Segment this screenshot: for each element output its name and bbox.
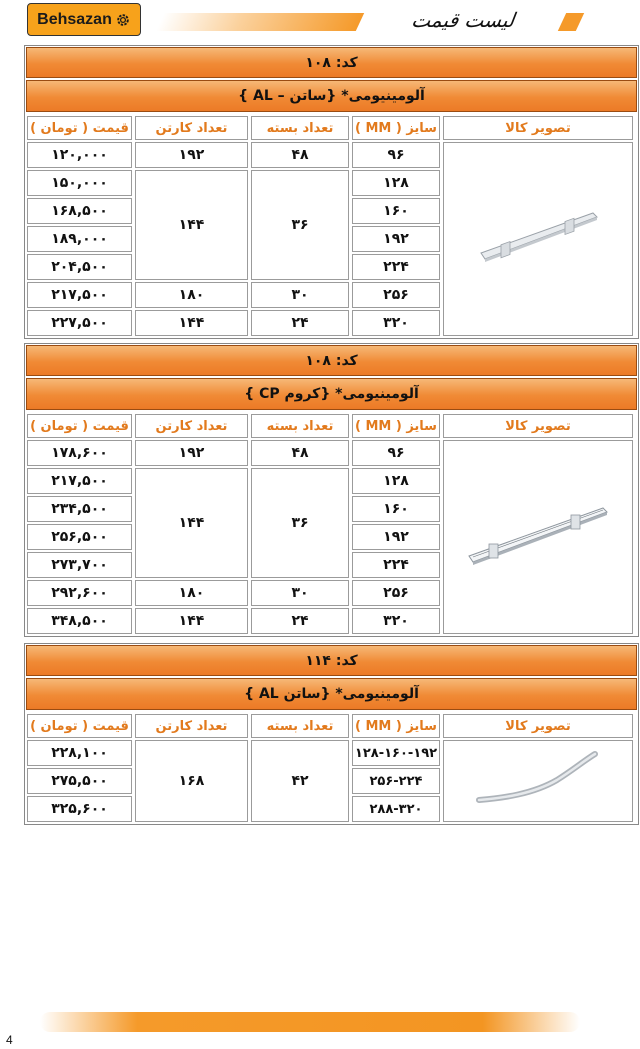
size-cell: ۱۶۰ (352, 198, 440, 224)
price-cell: ۲۵۶,۵۰۰ (27, 524, 132, 550)
col-header-price: قیمت ( تومان ) (27, 116, 132, 140)
price-cell: ۲۲۷,۵۰۰ (27, 310, 132, 336)
carton-cell: ۱۶۸ (135, 740, 248, 822)
pack-cell: ۴۲ (251, 740, 349, 822)
handle-image (463, 500, 613, 570)
col-header-size: سایز ( MM ) (352, 714, 440, 738)
price-table (24, 412, 636, 636)
price-cell: ۲۷۵,۵۰۰ (27, 768, 132, 794)
carton-cell: ۱۴۴ (135, 608, 248, 634)
size-cell: ۲۸۸-۳۲۰ (352, 796, 440, 822)
product-material-bar: آلومینیومی* {ساتن AL } (26, 678, 637, 710)
carton-cell: ۱۴۴ (135, 310, 248, 336)
page-title: لیست قیمت (409, 8, 517, 32)
table-header-row (27, 414, 633, 438)
product-image-cell (443, 740, 633, 822)
product-block-108-chrome (24, 343, 639, 637)
pack-cell: ۲۴ (251, 310, 349, 336)
size-cell: ۲۵۶ (352, 282, 440, 308)
pack-cell: ۳۶ (251, 170, 349, 280)
pack-cell: ۳۰ (251, 580, 349, 606)
size-cell: ۱۹۲ (352, 524, 440, 550)
size-cell: ۱۲۸-۱۶۰-۱۹۲ (352, 740, 440, 766)
size-cell: ۱۶۰ (352, 496, 440, 522)
col-header-carton: تعداد کارتن (135, 116, 248, 140)
pack-cell: ۴۸ (251, 142, 349, 168)
col-header-carton: تعداد کارتن (135, 414, 248, 438)
price-cell: ۲۹۲,۶۰۰ (27, 580, 132, 606)
carton-cell: ۱۸۰ (135, 282, 248, 308)
col-header-image: تصویر کالا (443, 714, 633, 738)
footer-decor-bar (40, 1012, 580, 1032)
gear-icon (115, 12, 131, 28)
price-cell: ۱۶۸,۵۰۰ (27, 198, 132, 224)
product-code-bar: کد: ۱۰۸ (26, 345, 637, 376)
table-row (27, 142, 633, 168)
product-material-bar: آلومینیومی* {کروم CP } (26, 378, 637, 410)
carton-cell: ۱۴۴ (135, 468, 248, 578)
price-cell: ۳۴۸,۵۰۰ (27, 608, 132, 634)
pack-cell: ۳۶ (251, 468, 349, 578)
product-code-bar: کد: ۱۱۴ (26, 645, 637, 676)
size-cell: ۳۲۰ (352, 608, 440, 634)
price-cell: ۱۷۸,۶۰۰ (27, 440, 132, 466)
size-cell: ۲۵۶ (352, 580, 440, 606)
price-cell: ۲۱۷,۵۰۰ (27, 468, 132, 494)
col-header-size: سایز ( MM ) (352, 116, 440, 140)
carton-cell: ۱۹۲ (135, 142, 248, 168)
handle-image (473, 207, 603, 267)
size-cell: ۳۲۰ (352, 310, 440, 336)
price-cell: ۲۲۸,۱۰۰ (27, 740, 132, 766)
price-table (24, 114, 636, 338)
product-block-108-satin (24, 45, 639, 339)
price-cell: ۱۲۰,۰۰۰ (27, 142, 132, 168)
col-header-pack: تعداد بسته (251, 714, 349, 738)
col-header-pack: تعداد بسته (251, 414, 349, 438)
carton-cell: ۱۴۴ (135, 170, 248, 280)
size-cell: ۹۶ (352, 440, 440, 466)
pack-cell: ۴۸ (251, 440, 349, 466)
price-cell: ۳۲۵,۶۰۰ (27, 796, 132, 822)
col-header-size: سایز ( MM ) (352, 414, 440, 438)
product-image-cell (443, 440, 633, 634)
table-row (27, 440, 633, 466)
size-cell: ۹۶ (352, 142, 440, 168)
product-image-cell (443, 142, 633, 336)
col-header-pack: تعداد بسته (251, 116, 349, 140)
product-code-bar: کد: ۱۰۸ (26, 47, 637, 78)
header-decor-bar (156, 13, 364, 31)
price-cell: ۲۱۷,۵۰۰ (27, 282, 132, 308)
price-table (24, 712, 636, 824)
product-block-114-satin (24, 643, 639, 825)
col-header-price: قیمت ( تومان ) (27, 414, 132, 438)
page-number: 4 (6, 1033, 13, 1047)
pack-cell: ۳۰ (251, 282, 349, 308)
price-cell: ۱۵۰,۰۰۰ (27, 170, 132, 196)
handle-image (473, 744, 603, 814)
price-cell: ۱۸۹,۰۰۰ (27, 226, 132, 252)
col-header-carton: تعداد کارتن (135, 714, 248, 738)
price-cell: ۲۳۴,۵۰۰ (27, 496, 132, 522)
col-header-image: تصویر کالا (443, 414, 633, 438)
logo-text: Behsazan (37, 10, 112, 28)
col-header-price: قیمت ( تومان ) (27, 714, 132, 738)
header-decor-chip (558, 13, 584, 31)
table-header-row (27, 714, 633, 738)
size-cell: ۱۹۲ (352, 226, 440, 252)
size-cell: ۲۲۴ (352, 254, 440, 280)
col-header-image: تصویر کالا (443, 116, 633, 140)
table-row (27, 740, 633, 766)
brand-logo (27, 3, 141, 36)
size-cell: ۱۲۸ (352, 170, 440, 196)
table-header-row (27, 116, 633, 140)
size-cell: ۲۲۴ (352, 552, 440, 578)
size-cell: ۱۲۸ (352, 468, 440, 494)
product-material-bar: آلومینیومی* {ساتن – AL } (26, 80, 637, 112)
carton-cell: ۱۸۰ (135, 580, 248, 606)
size-cell: ۲۵۶-۲۲۴ (352, 768, 440, 794)
pack-cell: ۲۴ (251, 608, 349, 634)
price-cell: ۲۰۴,۵۰۰ (27, 254, 132, 280)
price-cell: ۲۷۳,۷۰۰ (27, 552, 132, 578)
carton-cell: ۱۹۲ (135, 440, 248, 466)
